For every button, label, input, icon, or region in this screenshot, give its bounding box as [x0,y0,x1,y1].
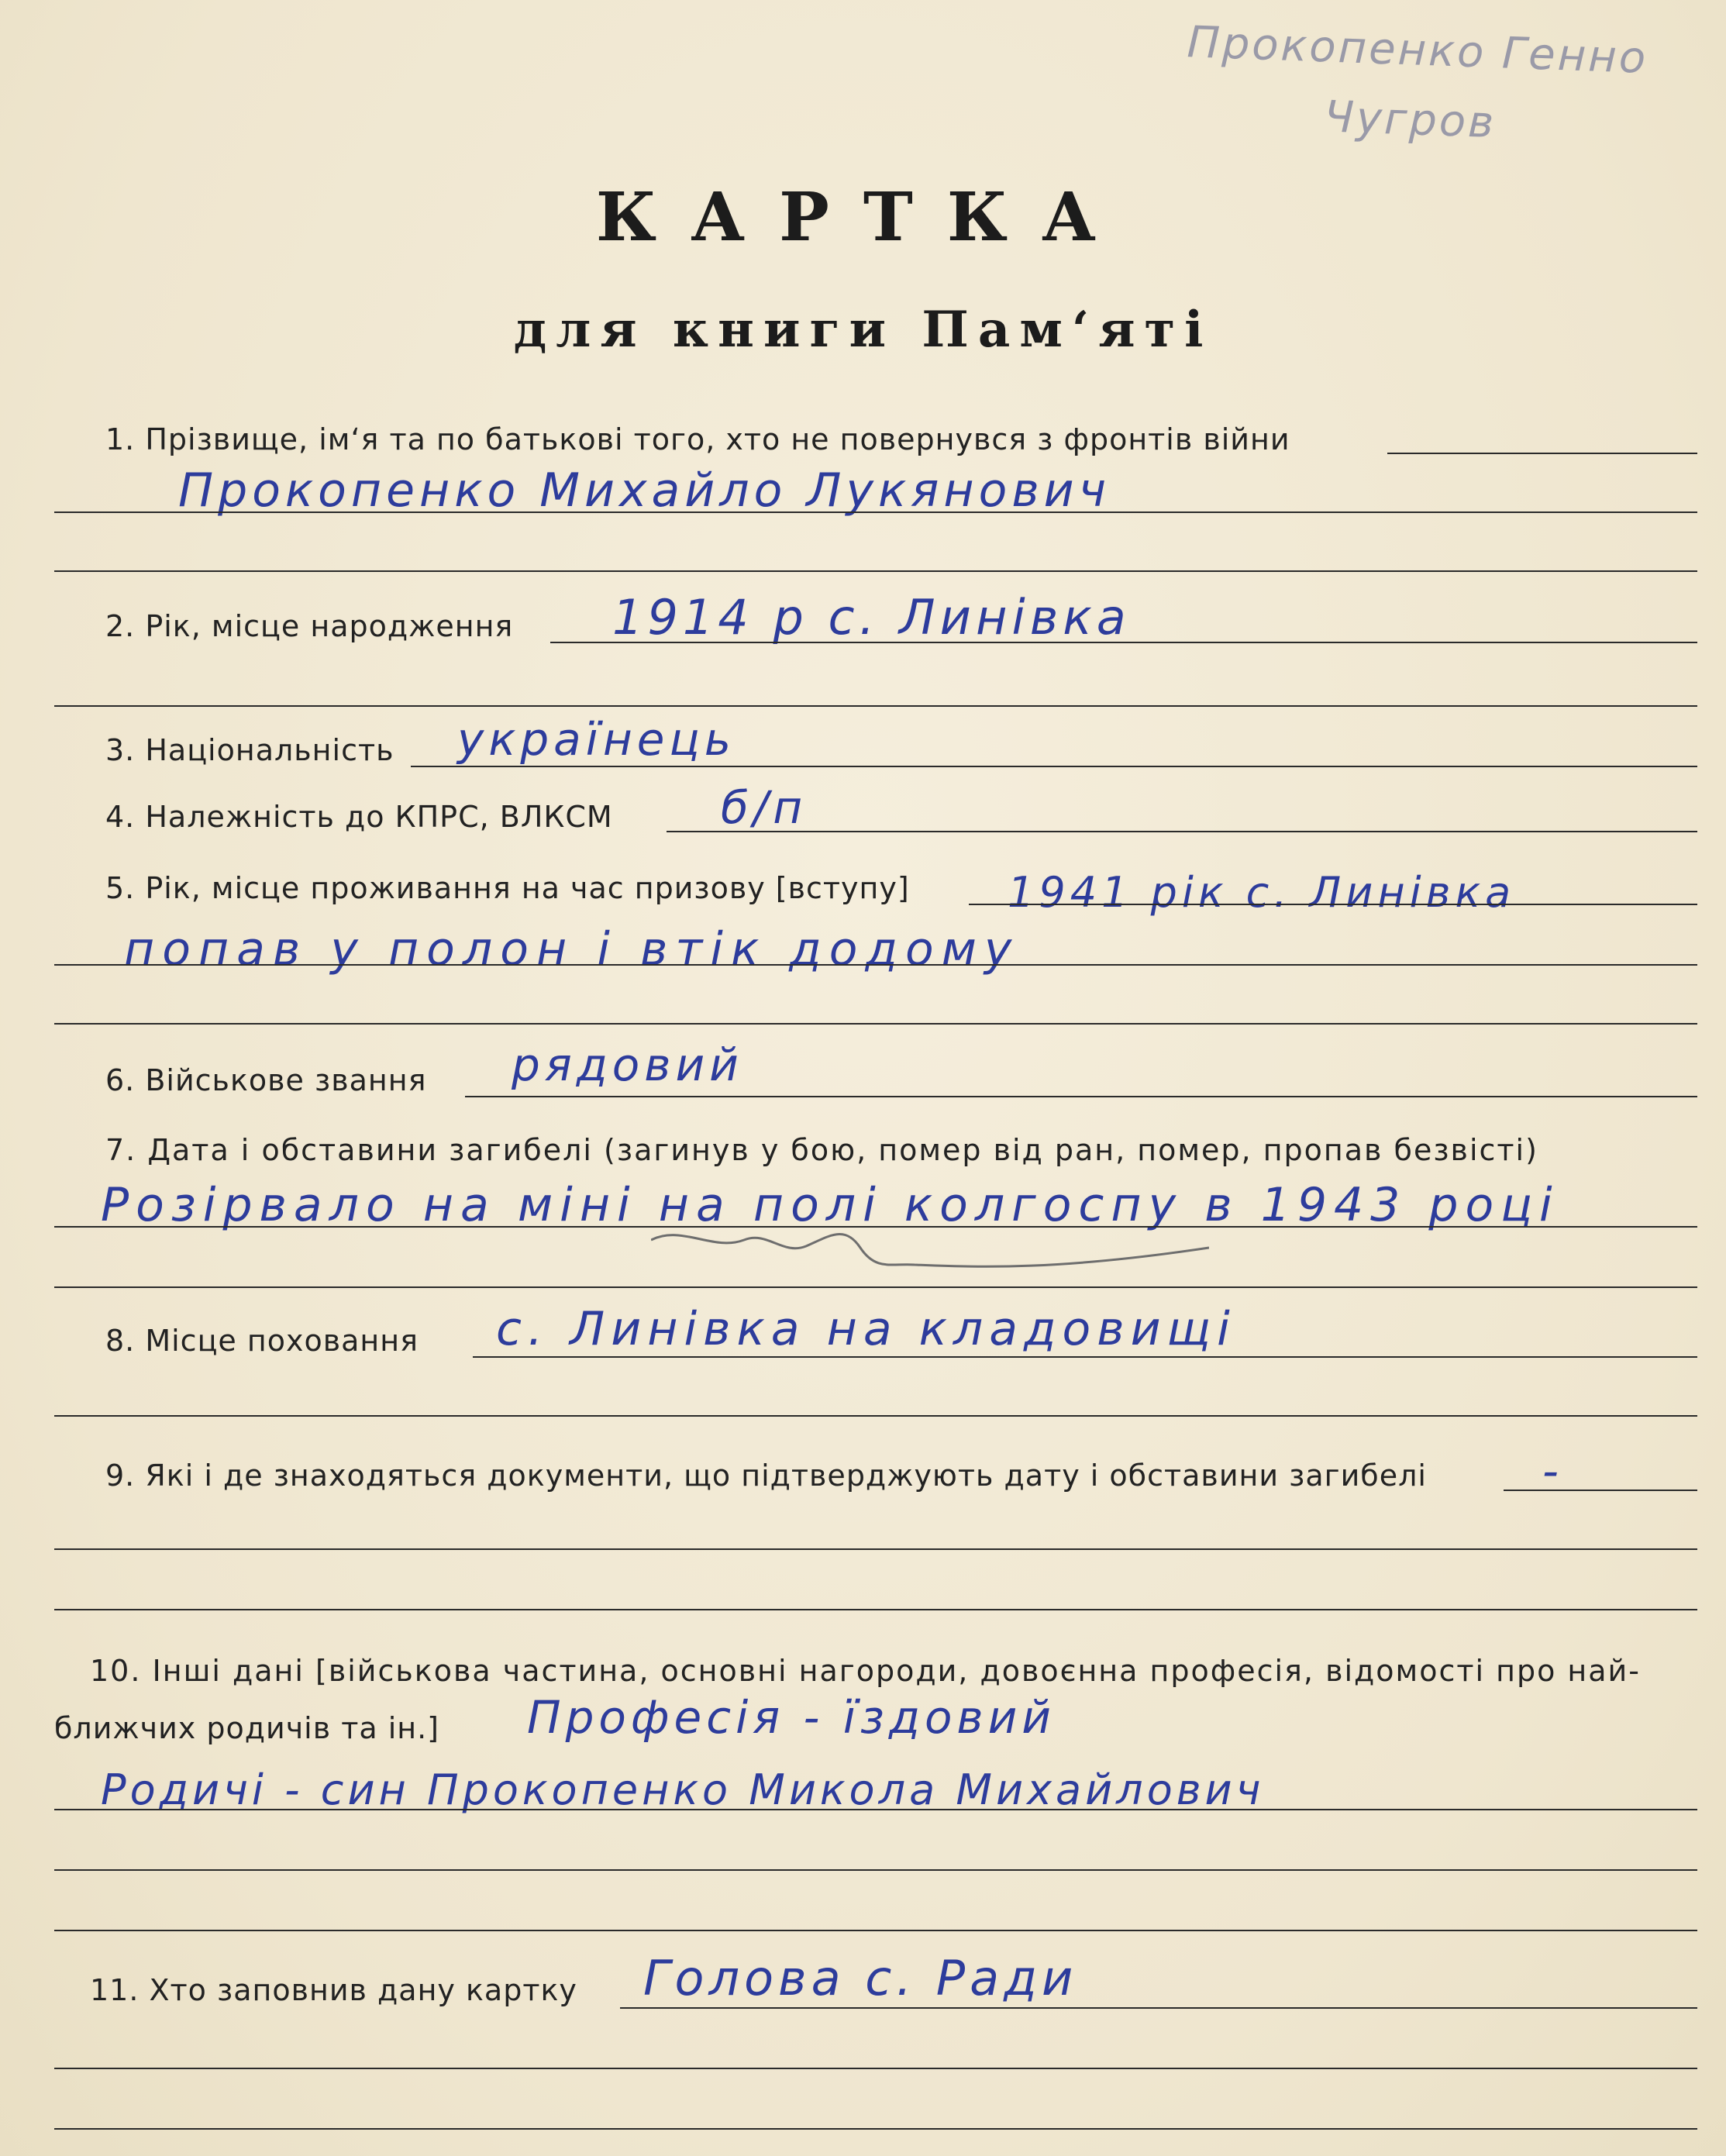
field-8-label: 8. Місце поховання [105,1324,419,1358]
field-5-line-a [969,904,1697,905]
field-5-line-b [54,964,1697,966]
field-10-line-b [54,1869,1697,1871]
field-9-line-a [1504,1490,1697,1491]
field-9-value: - [1542,1445,1563,1497]
field-10-line-c [54,1930,1697,1931]
stray-note-line-2: Чугров [1323,91,1497,149]
field-3-value: українець [457,713,736,766]
field-8-line-b [54,1415,1697,1417]
field-4-line [667,831,1697,832]
field-7-label: 7. Дата і обставини загибелі (загинув у бою, помер від ран, помер, пропав безвісті) [105,1133,1538,1167]
field-10-label: 10. Інші дані [військова частина, основні нагороди, довоєнна професія, відомості про най- [90,1654,1641,1688]
pencil-squiggle-mark [651,1217,1209,1302]
field-10-value-2: Родичі - син Прокопенко Микола Михайлович [101,1765,1265,1814]
field-10-value: Професія - їздовий [527,1691,1056,1744]
field-11-label: 11. Хто заповнив дану картку [90,1973,577,2007]
stray-note-line-1: Прокопенко Генно [1186,17,1649,84]
card-title: КАРТКА [595,178,1131,257]
field-10-label-2: ближчих родичів та ін.] [54,1711,439,1745]
field-7-value: Розірвало на міні на полі колгоспу в 1943 році [101,1178,1559,1232]
field-3-line [411,766,1697,767]
field-11-line-a [620,2007,1697,2009]
field-11-value: Голова с. Ради [643,1950,1078,2006]
field-1-line-a [1387,453,1697,454]
field-1-label: 1. Прізвище, ім‘я та по батькові того, хто не повернувся з фронтів війни [105,422,1290,456]
field-5-line-c [54,1023,1697,1025]
field-6-value: рядовий [512,1038,743,1091]
field-9-label: 9. Які і де знаходяться документи, що підтверджують дату і обставини загибелі [105,1459,1427,1493]
field-1-value: Прокопенко Михайло Лукянович [178,463,1111,518]
field-1-line-b [54,511,1697,513]
field-1-line-c [54,570,1697,572]
field-5-label: 5. Рік, місце проживання на час призову [вступу] [105,871,910,905]
field-4-label: 4. Належність до КПРС, ВЛКСМ [105,800,613,834]
field-2-line-a [550,642,1697,643]
field-6-label: 6. Військове звання [105,1063,427,1097]
stray-pencil-note [1183,8,1715,166]
field-5-value: 1941 рік с. Линівка [1008,868,1516,917]
field-4-value: б/п [721,781,808,834]
field-11-line-c [54,2128,1697,2130]
field-8-value: с. Линівка на кладовищі [496,1302,1236,1356]
field-2-value: 1914 р с. Линівка [612,589,1131,646]
field-2-line-b [54,705,1697,707]
field-6-line [465,1096,1697,1097]
field-10-line-a [54,1809,1697,1810]
field-2-label: 2. Рік, місце народження [105,609,514,643]
field-9-line-c [54,1609,1697,1610]
field-5-value-2: попав у полон і втік додому [124,922,1020,976]
field-8-line-a [473,1356,1697,1358]
field-3-label: 3. Національність [105,733,394,767]
field-11-line-b [54,2068,1697,2069]
card-subtitle: для книги Пам‘яті [513,301,1213,359]
field-7-line-b [54,1286,1697,1288]
field-9-line-b [54,1548,1697,1550]
